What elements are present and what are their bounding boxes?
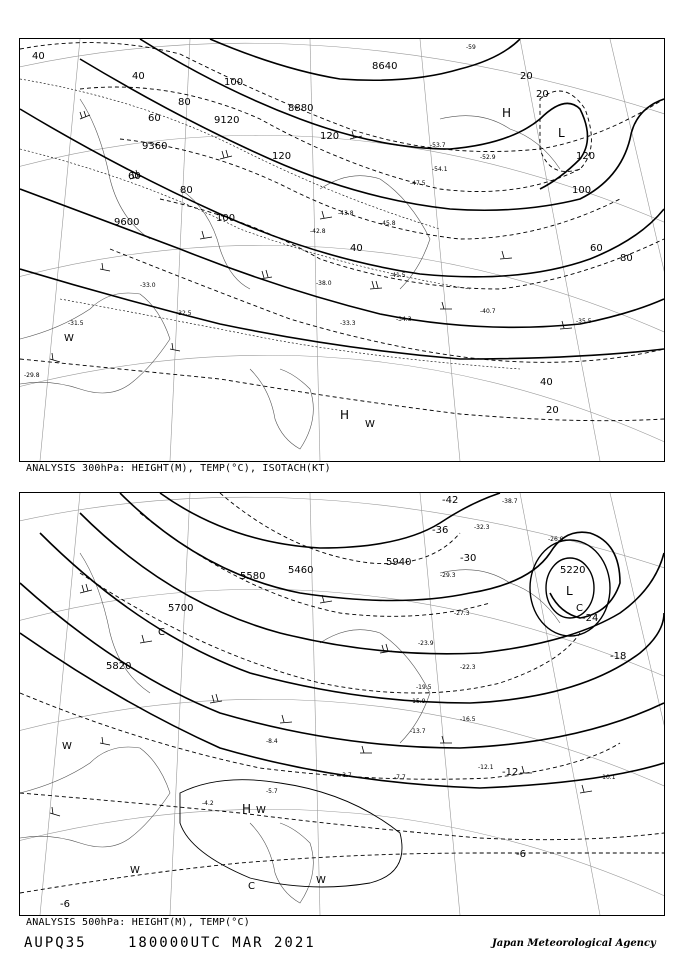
isotach-label: 40: [540, 377, 553, 388]
isotherm-label: -6: [516, 849, 526, 860]
height-label-5460: 5460: [288, 565, 314, 576]
map-300hpa-canvas: [20, 39, 664, 461]
isotach-label: 80: [620, 253, 633, 264]
warm-center: W: [62, 741, 72, 752]
temp-label: -52.9: [480, 154, 496, 161]
isotherm-label: -6: [60, 899, 70, 910]
isotach-label: 20: [520, 71, 533, 82]
cold-center: C: [248, 881, 255, 892]
low-pressure-center: L: [558, 126, 565, 140]
obs-label: -5.7: [266, 788, 278, 795]
warm-center: W: [256, 805, 266, 816]
isotach-label: 20: [536, 89, 549, 100]
height-label-8880: 8880: [288, 103, 314, 114]
temp-label: -45.8: [380, 220, 396, 227]
obs-label: -32.3: [474, 524, 490, 531]
obs-label: -10.1: [600, 774, 616, 781]
obs-label: -19.5: [416, 684, 432, 691]
isotach-label: 60: [590, 243, 603, 254]
temp-label: -43.8: [338, 210, 354, 217]
isotach-label: 100: [224, 77, 244, 88]
temp-label: -34.3: [396, 316, 412, 323]
temp-label: -33.0: [140, 282, 156, 289]
isotach-label: 20: [546, 405, 559, 416]
isotach-label: 80: [178, 97, 191, 108]
isotach-lines: [20, 43, 664, 421]
height-label-5940: 5940: [386, 557, 412, 568]
valid-time: 180000UTC MAR 2021: [128, 935, 316, 951]
graticule: [20, 493, 664, 915]
isotherm-enclosed: [180, 780, 402, 887]
caption-500hpa: ANALYSIS 500hPa: HEIGHT(M), TEMP(°C): [26, 917, 250, 928]
obs-label: -4.2: [202, 800, 214, 807]
temp-label: -59: [466, 44, 476, 51]
isotach-label: 100: [572, 185, 592, 196]
isotach-label: 60: [148, 113, 161, 124]
isotherm-label: -42: [442, 495, 459, 506]
caption-300hpa: ANALYSIS 300hPa: HEIGHT(M), TEMP(°C), ISOTACH(KT): [26, 463, 331, 474]
obs-label: -12.1: [478, 764, 494, 771]
temp-label: -53.7: [430, 142, 446, 149]
warm-center: W: [64, 333, 74, 344]
isotach-label: 80: [180, 185, 193, 196]
obs-label: -26.9: [548, 536, 564, 543]
temp-label: -41.5: [390, 272, 406, 279]
obs-label: -29.3: [440, 572, 456, 579]
isotherm-label: -12: [502, 767, 519, 778]
isotach-label: 60: [128, 171, 141, 182]
temp-label: -31.5: [68, 320, 84, 327]
obs-label: -23.9: [418, 640, 434, 647]
temp-label: -35.5: [576, 318, 592, 325]
temp-label: -54.1: [432, 166, 448, 173]
temp-label: -38.0: [316, 280, 332, 287]
isotach-label: 100: [216, 213, 236, 224]
warm-center: W: [365, 419, 375, 430]
height-label-5820: 5820: [106, 661, 132, 672]
isotach-label: 120: [272, 151, 292, 162]
agency-name: Japan Meteorological Agency: [492, 938, 656, 949]
map-500hpa: [19, 492, 665, 916]
obs-label: -3.7: [340, 772, 352, 779]
obs-label: -15.9: [410, 698, 426, 705]
obs-label: -8.4: [266, 738, 278, 745]
temp-label: -40.7: [480, 308, 496, 315]
isotherm-label: -36: [432, 525, 449, 536]
chart-id: AUPQ35: [24, 935, 87, 951]
height-label-8640: 8640: [372, 61, 398, 72]
height-label-9360: 9360: [142, 141, 168, 152]
map-300hpa: [19, 38, 665, 462]
cold-center: C: [158, 627, 165, 638]
isotach-label: 40: [132, 71, 145, 82]
isotach-label: 40: [350, 243, 363, 254]
isotherm-label: -24: [582, 613, 599, 624]
high-pressure-center: H: [502, 106, 512, 120]
warm-center: W: [130, 865, 140, 876]
temp-label: -29.8: [24, 372, 40, 379]
warm-center: W: [316, 875, 326, 886]
isotherm-label: -18: [610, 651, 627, 662]
wind-barbs: [50, 111, 572, 362]
temp-label: -32.5: [176, 310, 192, 317]
height-label-9600: 9600: [114, 217, 140, 228]
obs-label: -27.3: [454, 610, 470, 617]
isotach-label: 120: [576, 151, 596, 162]
obs-label: -7.7: [394, 774, 406, 781]
isotherm-label: -30: [460, 553, 477, 564]
temp-label: -33.3: [340, 320, 356, 327]
cold-center: C: [576, 603, 583, 614]
height-label-9120: 9120: [214, 115, 240, 126]
temp-label: -47.5: [410, 180, 426, 187]
isotherms: [20, 79, 520, 369]
height-label-5580: 5580: [240, 571, 266, 582]
low-pressure-center: L: [566, 584, 573, 598]
obs-label: -38.7: [502, 498, 518, 505]
isotach-label: 40: [32, 51, 45, 62]
obs-label: -22.3: [460, 664, 476, 671]
high-pressure-center: H: [242, 802, 252, 816]
obs-label: -13.7: [410, 728, 426, 735]
height-label-5700: 5700: [168, 603, 194, 614]
isotach-label: 120: [320, 131, 340, 142]
obs-label: -16.5: [460, 716, 476, 723]
height-label-5220: 5220: [560, 565, 586, 576]
temp-label: -42.8: [310, 228, 326, 235]
high-pressure-center: H: [340, 408, 350, 422]
map-500hpa-canvas: [20, 493, 664, 915]
